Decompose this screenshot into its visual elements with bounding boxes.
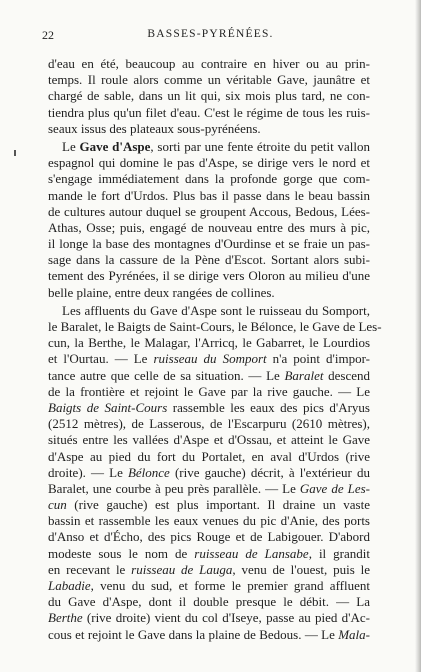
text-line [48,88,370,104]
text-line [48,72,370,88]
text-run: situés entre les vallées d'Aspe et d'Ossau, et atteint le Gave [48,432,370,448]
text-run: (rive gauche) est plus important. Il draine un vaste [66,497,370,513]
text-run: , venu de l'ouest, puis le [232,561,370,577]
text-line [48,236,370,252]
text-run: , sorti par une fente étroite du petit vallon [150,138,371,154]
italic-term: cun [48,497,67,513]
page-header [0,28,421,46]
text-run: droite). — Le [48,464,128,480]
text-run: le Baralet, le Baigts de Saint-Cours, le Bélonce, le Gave de Les- [48,319,382,334]
page-edge-shadow [415,0,421,672]
text-line [48,285,370,301]
italic-term: Gave de Les- [299,480,370,496]
text-line [48,384,370,400]
text-line [48,578,370,594]
text-line [48,139,370,155]
text-line [48,351,370,367]
text-run: rassemble les eaux des pics d'Aryus [167,399,370,415]
text-run: du Gave d'Aspe, dont il double presque le débit. — La [48,594,370,610]
text-run: d'Aspe au pied du fort du Portalet, en aval d'Urdos (rive [48,448,370,464]
text-run: chargé de sable, dans un lit qui, six mois plus tard, ne con- [48,88,370,104]
text-run: temps. Il roule alors comme un véritable Gave, jaunâtre et [48,72,370,88]
text-run: descend [323,367,370,383]
italic-term: Labadie [48,578,91,593]
text-run: et l'Ourtau. — Le [48,351,154,367]
italic-term: ruisseau de Lansabe [194,545,309,561]
text-line [48,319,382,335]
text-run: (rive gauche) décrit, à l'extérieur du [169,464,370,480]
text-run: belle plaine, entre deux rangées de collines. [48,284,275,300]
text-run: espagnol qui domine le pas d'Aspe, se dirige vers le nord et [48,155,370,171]
text-run: tance autre que celle de sa situation. — Le [48,367,285,383]
text-line [48,252,370,268]
paragraph [48,302,382,643]
text-line [48,105,370,121]
text-line [48,171,370,187]
text-line [48,465,370,481]
text-run: Baralet, une courbe à peu près parallèle. — Le [48,480,300,496]
text-run: en recevant le [48,561,132,577]
text-run: tement des Pyrénées, il se dirige vers Oloron au milieu d'une [48,268,370,284]
bold-term: Gave d'Aspe [79,138,151,154]
text-line [48,121,370,137]
paragraph [48,139,370,301]
text-run: s'engage immédiatement dans la profonde gorge que com- [48,171,370,187]
text-run: d'Anso et d'Écho, des pics Rouge et de Labigouer. D'abord [48,529,370,545]
text-line [48,204,370,220]
paragraph [48,56,370,137]
body-text [48,56,382,643]
margin-mark [14,150,16,156]
text-line [48,416,370,432]
text-run: seaux issus des plateaux sous-pyrénéens. [48,120,261,136]
italic-term: Baralet [284,367,324,383]
text-line [48,188,370,204]
page-number: 22 [42,28,54,42]
running-head: BASSES-PYRÉNÉES. [147,28,274,40]
text-line [48,562,370,578]
text-run: Athas, Osse; puis, engagé de nouveau entre des murs à pic, [48,219,370,235]
text-line [48,546,370,562]
text-run: Le [62,138,80,154]
text-run: cous et rejoint le Gave dans la plaine de Bedous. — Le [48,626,339,642]
italic-term: Mala- [338,626,370,642]
italic-term: Berthe [48,610,83,626]
text-run: cun, la Berthe, le Malagar, l'Arricq, le Gabarret, le Lourdios [48,335,370,351]
text-line [48,335,370,351]
text-line [48,303,370,319]
text-run: (2512 mètres), de Lasserous, de l'Escarpuru (2610 mètres), [48,416,370,432]
text-run: sage dans la cassure de la Pène d'Escot. Sortant alors subi- [48,252,370,268]
text-run: n'a point d'impor- [266,351,370,367]
text-line [48,610,370,626]
text-run: (rive droite) vient du col d'Iseye, passe au pied d'Ac- [82,610,370,626]
text-line [48,627,370,643]
text-line [48,497,370,513]
italic-term: ruisseau du Somport [153,351,267,367]
text-run: bassin et rassemble les eaux venues du pic d'Anie, des ports [48,513,370,529]
text-line [48,56,370,72]
text-line [48,220,370,236]
text-run: d'eau en été, beaucoup au contraire en hiver ou au prin- [48,56,370,71]
text-run: il longe la base des montagnes d'Ourdinse et se fraie un pas- [48,236,370,252]
text-line [48,513,370,529]
italic-term: Bélonce [127,464,170,480]
text-line [48,449,370,465]
text-run: de la frontière et rejoint le Gave par la rive gauche. — Le [48,383,370,399]
text-line [48,481,370,497]
text-line [48,594,370,610]
text-line [48,400,370,416]
text-run: modeste sous le nom de [48,545,195,561]
text-run: , il grandit [308,545,371,561]
text-run: mande le fort d'Urdos. Plus bas il passe dans le beau bassin [48,187,370,203]
text-run: , venu du sud, et forme le premier grand affluent [90,578,370,593]
text-run: Les affluents du Gave d'Aspe sont le ruisseau du Somport, [62,302,370,318]
text-run: de cultures autour duquel se groupent Accous, Bedous, Lées- [48,203,370,219]
text-line [48,368,370,384]
text-run: tiendra plus qu'un filet d'eau. C'est le régime de tous les ruis- [48,104,370,120]
italic-term: ruisseau de Lauga [131,561,233,577]
text-line [48,529,370,545]
text-line [48,155,370,171]
italic-term: Baigts de Saint-Cours [48,399,168,415]
text-line [48,432,370,448]
text-line [48,268,370,284]
